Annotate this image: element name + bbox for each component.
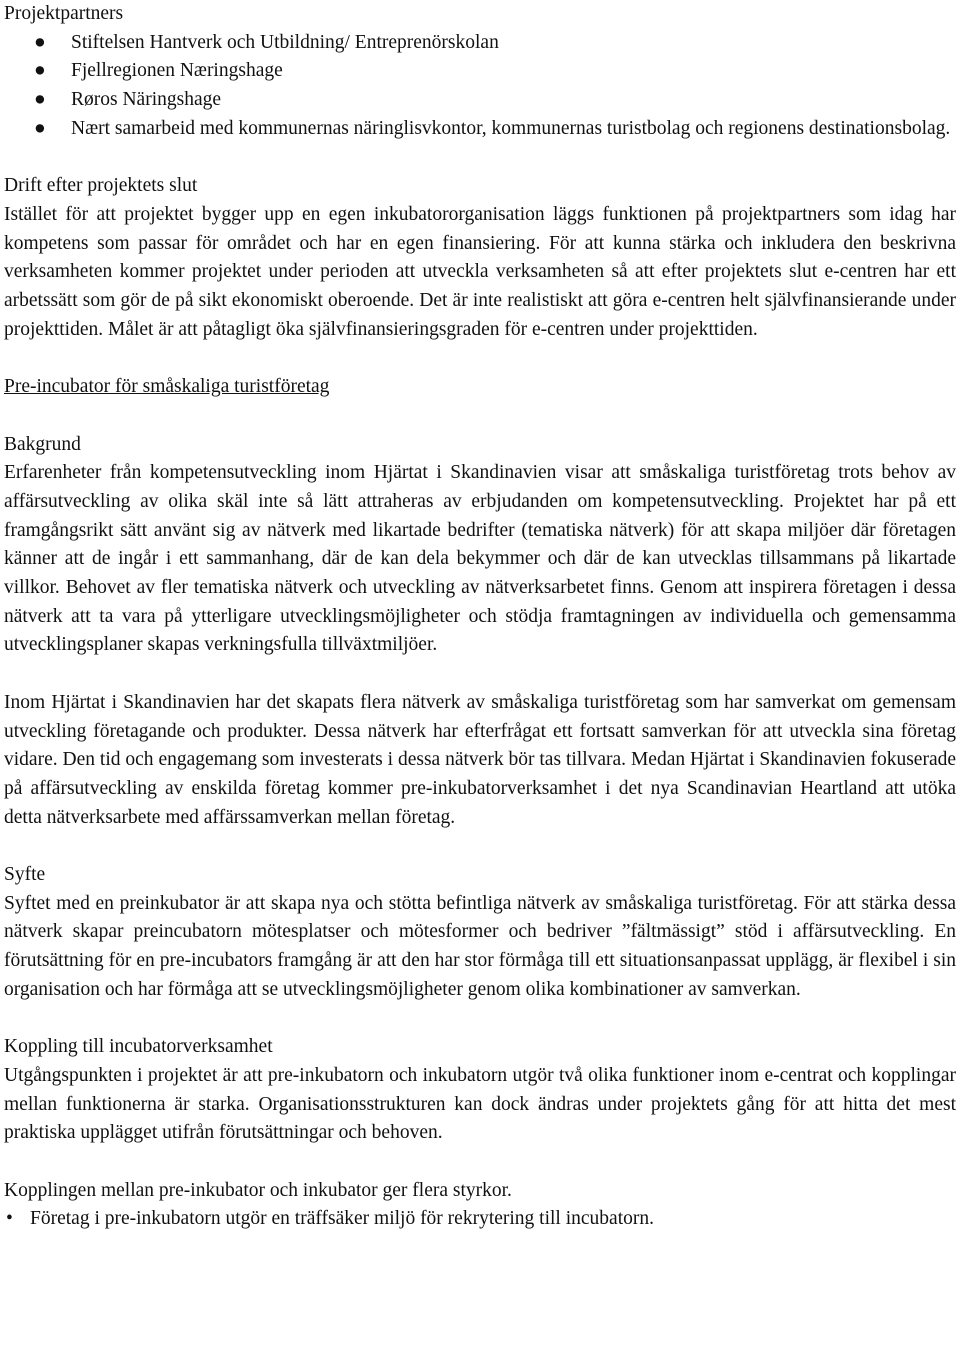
- drift-heading: Drift efter projektets slut: [4, 175, 198, 197]
- drift-paragraph: Istället för att projektet bygger upp en egen inkubatororganisation läggs funktionen på projektpartners som idag har kompetens som passar för området och har en egen finansiering. För att kunna stärka och inkludera den beskrivna verksamheten kommer projektet under perioden att utveckla verksamheten så att efter projektets slut e-centren har ett arbetssätt som gör de på sikt ekonomiskt oberoende. Det är inte realistiskt att göra e-centren helt självfinansierande under projekttiden. Målet är att påtagligt öka självfinansieringsgraden för e-centren under projekttiden.: [4, 203, 956, 340]
- section-title: Pre-incubator för småskaliga turistföretag: [4, 376, 330, 398]
- projektpartners-heading: Projektpartners: [4, 3, 124, 24]
- bullet-icon: ●: [34, 31, 46, 53]
- koppling-heading: Koppling till incubatorverksamhet: [4, 1036, 273, 1058]
- list-item: ● Stiftelsen Hantverk och Utbildning/ Entreprenörskolan: [4, 29, 956, 58]
- bakgrund-paragraph-1: Erfarenheter från kompetensutveckling inom Hjärtat i Skandinavien visar att småskaliga turistföretag trots behov av affärsutveckling av olika skäl inte så lätt attraheras av erbjudanden om kompetensutveckling. Projektet har på ett framgångsrikt sätt använt sig av nätverk med likartade bedrifter (tematiska nätverk) för att skapa miljöer där företagen känner att de ingår i ett sammanhang, där de kan dela bekymmer och där de kan utvecklas tillsammans på likartade villkor. Behovet av fler tematiska nätverk och utveckling av nätverksarbetet finns. Genom att inspirera företagen i dessa nätverk att ta vara på ytterligare utvecklingsmöjligheter och stödja framtagningen av individuella och gemensamma utvecklingsplaner skapas verkningsfulla tillväxtmiljöer.: [4, 462, 956, 656]
- list-item: ● Røros Näringshage: [4, 86, 956, 115]
- list-item: ● Fjellregionen Næringshage: [4, 57, 956, 86]
- koppling-paragraph: Utgångspunkten i projektet är att pre-inkubatorn och inkubatorn utgör två olika funktioner inom e-centrat och kopplingar mellan funktionerna är starka. Organisationsstrukturen kan dock ändras under projektets gång för att hitta det mest praktiska upplägget utifrån förutsättningar och behoven.: [4, 1064, 956, 1144]
- kopplingen-heading: Kopplingen mellan pre-inkubator och inkubator ger flera styrkor.: [4, 1179, 512, 1201]
- bullet-icon: ●: [34, 89, 46, 111]
- bullet-icon: •: [6, 1208, 13, 1230]
- bullet-icon: ●: [34, 60, 46, 82]
- kopplingen-list: [4, 1205, 956, 1234]
- list-item: ● Nært samarbeid med kommunernas näringlisvkontor, kommunernas turistbolag och regionens destinationsbolag.: [4, 115, 956, 144]
- bakgrund-heading: Bakgrund: [4, 433, 81, 455]
- list-item: • Företag i pre-inkubatorn utgör en träffsäker miljö för rekrytering till incubatorn.: [4, 1205, 956, 1234]
- syfte-paragraph: Syftet med en preinkubator är att skapa nya och stötta befintliga nätverk av småskaliga turistföretag. För att stärka dessa nätverk skapar preincubatorn mötesplatser och mötesformer och bedriver ”fältmässigt” stöd i affärsutveckling. En förutsättning för en pre-incubators framgång är att den har stor förmåga till ett situationsanpassat upplägg, är flexibel i sin organisation och har förmåga att se utvecklingsmöjligheter genom olika kombinationer av samverkan.: [4, 892, 956, 1000]
- syfte-heading: Syfte: [4, 864, 46, 886]
- projektpartners-list: [4, 29, 956, 144]
- bullet-icon: ●: [34, 117, 46, 139]
- bakgrund-paragraph-2: Inom Hjärtat i Skandinavien har det skapats flera nätverk av småskaliga turistföretag som har samverkat om gemensam utveckling företagande och produkter. Dessa nätverk har efterfrågat ett fortsatt samverkan för att utveckla sina företag vidare. Den tid och engagemang som investerats i dessa nätverk bör tas tillvara. Medan Hjärtat i Skandinavien fokuserade på affärsutveckling av enskilda företag kommer pre-inkubatorverksamhet i det nya Scandinavian Heartland att utöka detta nätverksarbete med affärssamverkan mellan företag.: [4, 691, 956, 828]
